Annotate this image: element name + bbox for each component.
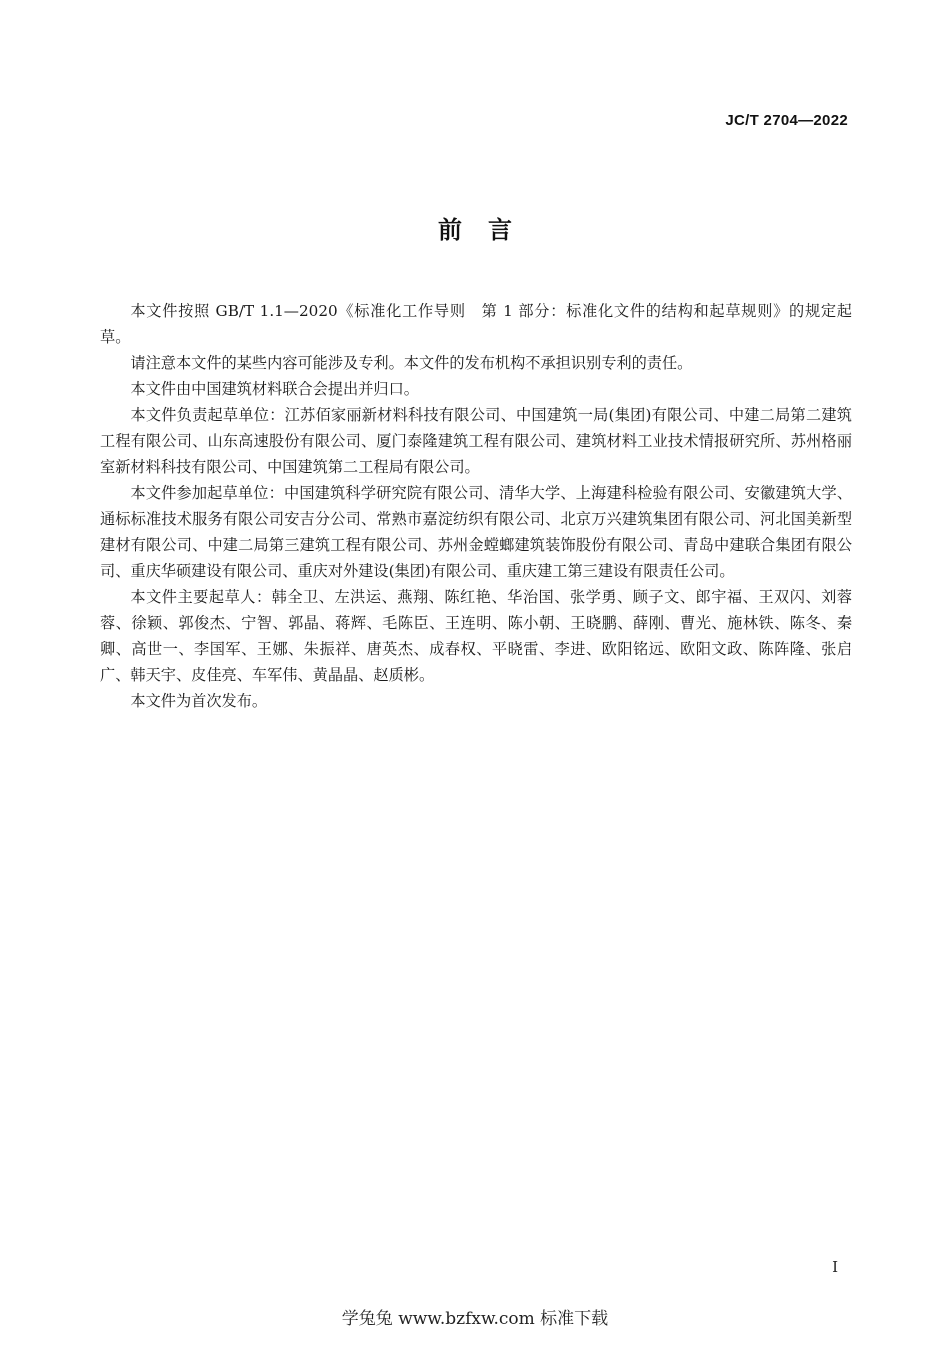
paragraph-patent-notice: 请注意本文件的某些内容可能涉及专利。本文件的发布机构不承担识别专利的责任。	[130, 354, 693, 372]
footer-watermark: 学兔兔 www.bzfxw.com 标准下载	[341, 1309, 609, 1329]
paragraph-main-drafters: 本文件主要起草人：韩全卫、左洪运、燕翔、陈红艳、华治国、张学勇、顾子文、郎宇福、王双闪、刘蓉蓉、徐颖、郭俊杰、宁智、郭晶、蒋辉、毛陈臣、王连明、陈小朝、王晓鹏、薛刚、曹光、施林铁、陈冬、秦卿、高世一、李国军、王娜、朱振祥、唐英杰、成春权、平晓雷、李进、欧阳铭远、欧阳文政、陈阵隆、张启广、韩天宇、皮佳亮、车军伟、黄晶晶、赵质彬。	[100, 588, 852, 684]
document-code: JC/T 2704—2022	[725, 112, 848, 129]
page-title: 前言	[438, 216, 538, 244]
paragraph-first-release: 本文件为首次发布。	[130, 692, 268, 710]
paragraph-responsible-units: 本文件负责起草单位：江苏佰家丽新材料科技有限公司、中国建筑一局(集团)有限公司、中建二局第二建筑工程有限公司、山东高速股份有限公司、厦门泰隆建筑工程有限公司、建筑材料工业技术情报研究所、苏州格丽室新材料科技有限公司、中国建筑第二工程局有限公司。	[100, 406, 852, 476]
foreword-body	[100, 298, 852, 714]
page-number: I	[832, 1258, 838, 1276]
paragraph-proposer: 本文件由中国建筑材料联合会提出并归口。	[130, 380, 419, 398]
paragraph-participating-units: 本文件参加起草单位：中国建筑科学研究院有限公司、清华大学、上海建科检验有限公司、安徽建筑大学、通标标准技术服务有限公司安吉分公司、常熟市嘉淀纺织有限公司、北京万兴建筑集团有限公司、河北国美新型建材有限公司、中建二局第三建筑工程有限公司、苏州金螳螂建筑装饰股份有限公司、青岛中建联合集团有限公司、重庆华硕建设有限公司、重庆对外建设(集团)有限公司、重庆建工第三建设有限责任公司。	[100, 484, 852, 580]
paragraph-drafting-rules: 本文件按照 GB/T 1.1—2020《标准化工作导则 第 1 部分：标准化文件的结构和起草规则》的规定起草。	[100, 302, 852, 346]
